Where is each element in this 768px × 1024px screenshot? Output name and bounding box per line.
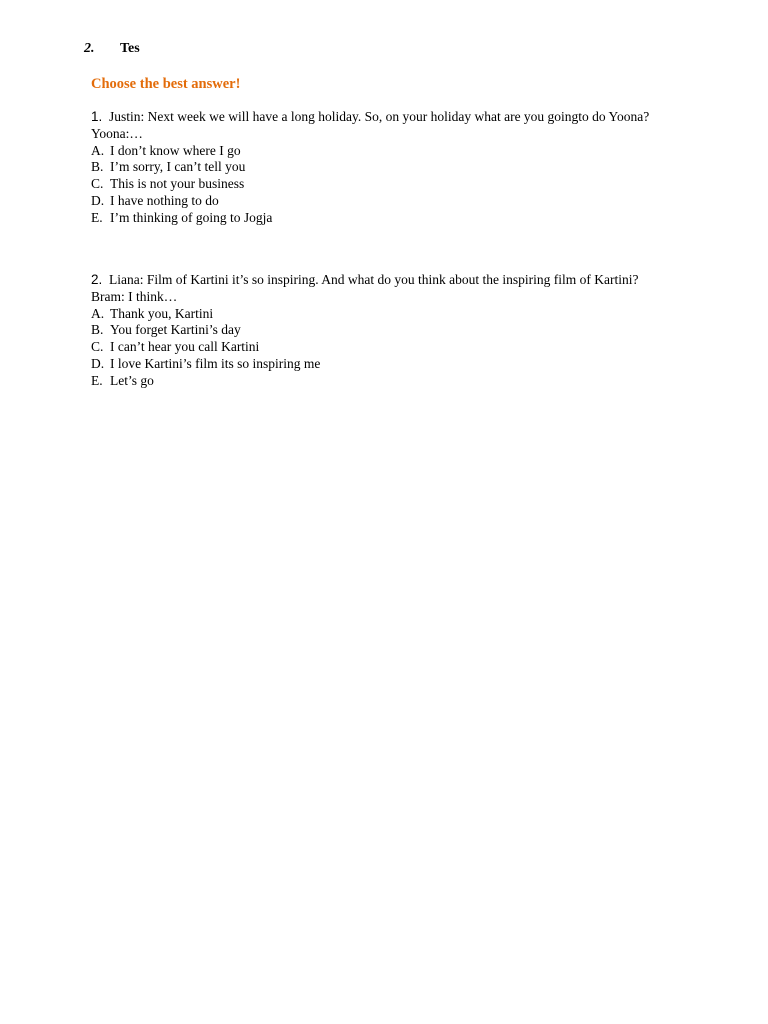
option-a bbox=[91, 143, 681, 160]
option-letter: D. bbox=[91, 355, 105, 371]
question-prompt-text: Justin: Next week we will have a long holiday. So, on your holiday what are you goingto do Yoona? bbox=[109, 109, 650, 124]
option-letter: C. bbox=[91, 339, 104, 355]
response-lead: Yoona:… bbox=[91, 125, 143, 141]
question-prompt bbox=[91, 109, 681, 126]
option-text: I’m thinking of going to Jogja bbox=[110, 209, 273, 225]
response-lead: Bram: I think… bbox=[91, 288, 178, 304]
option-text: I love Kartini’s film its so inspiring me bbox=[110, 355, 321, 371]
option-a bbox=[91, 306, 681, 323]
option-text: Thank you, Kartini bbox=[110, 305, 214, 321]
option-e bbox=[91, 210, 681, 227]
option-c bbox=[91, 339, 681, 356]
instruction-text: Choose the best answer! bbox=[91, 76, 241, 92]
option-text: I can’t hear you call Kartini bbox=[110, 339, 260, 355]
option-letter: D. bbox=[91, 192, 105, 208]
option-text: This is not your business bbox=[110, 176, 245, 192]
question-number: 2. bbox=[91, 272, 103, 287]
question-2 bbox=[91, 272, 681, 390]
option-e bbox=[91, 373, 681, 390]
option-c bbox=[91, 176, 681, 193]
option-text: I’m sorry, I can’t tell you bbox=[110, 159, 246, 175]
section-number: 2. bbox=[84, 41, 95, 56]
section-title: Tes bbox=[120, 41, 140, 56]
option-letter: A. bbox=[91, 305, 105, 321]
option-letter: B. bbox=[91, 322, 104, 338]
question-number: 1. bbox=[91, 109, 103, 124]
section-heading bbox=[84, 40, 140, 58]
option-b bbox=[91, 322, 681, 339]
option-letter: E. bbox=[91, 372, 103, 388]
option-b bbox=[91, 159, 681, 176]
question-prompt-text: Liana: Film of Kartini it’s so inspiring. And what do you think about the inspiring film of Kartini? bbox=[109, 272, 639, 287]
option-text: I have nothing to do bbox=[110, 192, 219, 208]
option-letter: A. bbox=[91, 142, 105, 158]
option-text: I don’t know where I go bbox=[110, 142, 241, 158]
option-letter: B. bbox=[91, 159, 104, 175]
option-d bbox=[91, 356, 681, 373]
question-prompt bbox=[91, 272, 681, 289]
question-1 bbox=[91, 109, 681, 227]
option-letter: C. bbox=[91, 176, 104, 192]
option-letter: E. bbox=[91, 209, 103, 225]
option-text: You forget Kartini’s day bbox=[110, 322, 241, 338]
option-text: Let’s go bbox=[110, 372, 154, 388]
option-d bbox=[91, 193, 681, 210]
